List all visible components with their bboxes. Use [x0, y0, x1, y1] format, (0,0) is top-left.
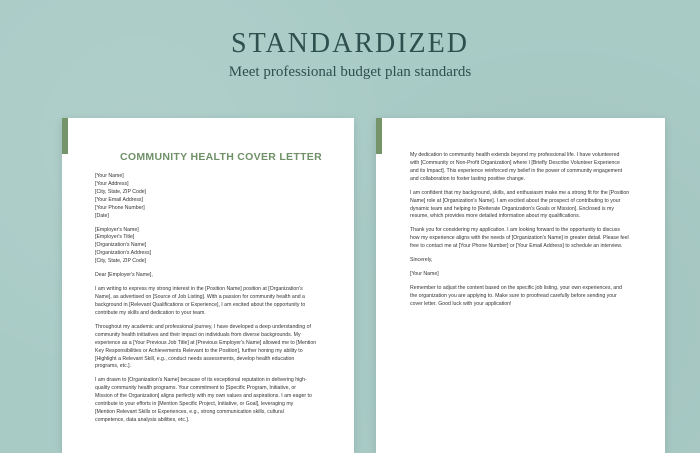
text-line: Throughout my academic and professional journey, I have developed a deep understanding of: [95, 323, 311, 330]
text-line: I am drawn to [Organization's Name] because of its exceptional reputation in delivering high-: [95, 377, 307, 384]
letter-paragraph: [95, 377, 335, 424]
letter-paragraph: [410, 227, 653, 251]
accent-bar: [376, 118, 382, 154]
text-line: [Highlight a Relevant Skill, e.g., conduct needs assessments, develop health education: [95, 355, 295, 362]
text-line: dynamic team and helping to [Reiterate Organization's Goals or Mission]. Enclosed is my: [410, 205, 614, 212]
text-line: Name], as advertised on [Source of Job Listing]. With a passion for community health and a: [95, 294, 305, 301]
text-line: [Your Phone Number]: [95, 204, 145, 211]
text-line: how my experience aligns with the needs of [Organization's Name] in greater detail. Please feel: [410, 235, 629, 242]
letter-paragraph: [410, 190, 653, 222]
letter-paragraph: [410, 257, 653, 265]
text-line: [Date]: [95, 212, 109, 219]
text-line: community health initiatives and their impact on individuals from diverse backgrounds. My: [95, 331, 301, 338]
text-line: [Mention Relevant Skills or Experiences, e.g., strong communication skills, cultural: [95, 409, 284, 416]
text-line: Thank you for considering my application. I am looking forward to the opportunity to discuss: [410, 227, 620, 234]
text-line: [City, State, ZIP Code]: [95, 258, 147, 265]
letter-paragraph: [95, 286, 335, 318]
text-line: Mission of the Organization] aligns perfectly with my own values and aspirations. I am eager to: [95, 393, 312, 400]
text-line: competence, data analysis abilities, etc.].: [95, 416, 190, 423]
text-line: cover letter. Good luck with your application!: [410, 301, 512, 308]
text-line: and its Impact]. This experience reinforced my belief in the power of community engagement: [410, 167, 623, 174]
text-line: Key Responsibilities or Achievements Relevant to the Position], further honing my ability to: [95, 347, 303, 354]
text-line: I am writing to express my strong interest in the [Position Name] position at [Organization's: [95, 286, 303, 293]
text-line: [City, State, ZIP Code]: [95, 188, 147, 195]
letter-paragraph: [95, 227, 335, 267]
text-line: contribute to your efforts in [Mention Specific Project, Initiative, or Goal], leveraging my: [95, 401, 294, 408]
cover-letter-page-2: [376, 118, 665, 453]
text-line: Dear [Employer's Name],: [95, 272, 153, 279]
text-line: the organization you are applying to. Make sure to proofread carefully before sending your: [410, 293, 617, 300]
cover-letter-page-1: [62, 118, 354, 453]
text-line: [Organization's Address]: [95, 250, 152, 257]
letter-body-page-2: [410, 152, 653, 309]
text-line: and collaboration to foster lasting positive change.: [410, 175, 526, 182]
text-line: Name] role at [Organization's Name]. I am excited about the prospect of contributing to your: [410, 197, 621, 204]
text-line: programs, etc.].: [95, 363, 132, 370]
text-line: experience as a [Your Previous Job Title] at [Previous Employer's Name] allowed me to [Mention: [95, 339, 317, 346]
text-line: Remember to adjust the content based on the specific job listing, your own experiences, and: [410, 285, 622, 292]
letter-paragraph: [410, 271, 653, 279]
letter-paragraph: [410, 285, 653, 309]
text-line: Sincerely,: [410, 257, 433, 264]
text-line: resume, which provides more detailed information about my qualifications.: [410, 213, 581, 220]
text-line: [Your Address]: [95, 180, 129, 187]
text-line: background in [Relevant Qualifications or Experience], I am excited about the opportunity to: [95, 301, 306, 308]
text-line: I am confident that my background, skills, and enthusiasm make me a strong fit for the [Position: [410, 189, 630, 196]
letter-paragraph: [410, 152, 653, 184]
letter-paragraph: [95, 173, 335, 220]
text-line: contribute my skills and dedication to your team.: [95, 309, 206, 316]
headline: STANDARDIZED: [231, 28, 469, 59]
text-line: [Employer's Title]: [95, 234, 135, 241]
subheadline: Meet professional budget plan standards: [228, 64, 472, 80]
text-line: [Employer's Name]: [95, 226, 139, 233]
text-line: My dedication to community health extends beyond my professional life. I have volunteered: [410, 152, 620, 158]
text-line: free to contact me at [Your Phone Number] or [Your Email Address] to schedule an interview.: [410, 243, 623, 250]
text-line: [Organization's Name]: [95, 242, 147, 249]
letter-title: COMMUNITY HEALTH COVER LETTER: [120, 151, 322, 163]
letter-body-page-1: [95, 173, 335, 425]
accent-bar: [62, 118, 68, 154]
letter-paragraph: [95, 272, 335, 280]
letter-paragraph: [95, 324, 335, 371]
text-line: quality community health programs. Your commitment to [Specific Program, Initiative, or: [95, 385, 296, 392]
text-line: [Your Name]: [95, 173, 124, 179]
text-line: [Your Name]: [410, 271, 439, 278]
text-line: [Your Email Address]: [95, 196, 143, 203]
text-line: with [Community or Non-Profit Organization] where I [Briefly Describe Volunteer Experience: [410, 159, 620, 166]
